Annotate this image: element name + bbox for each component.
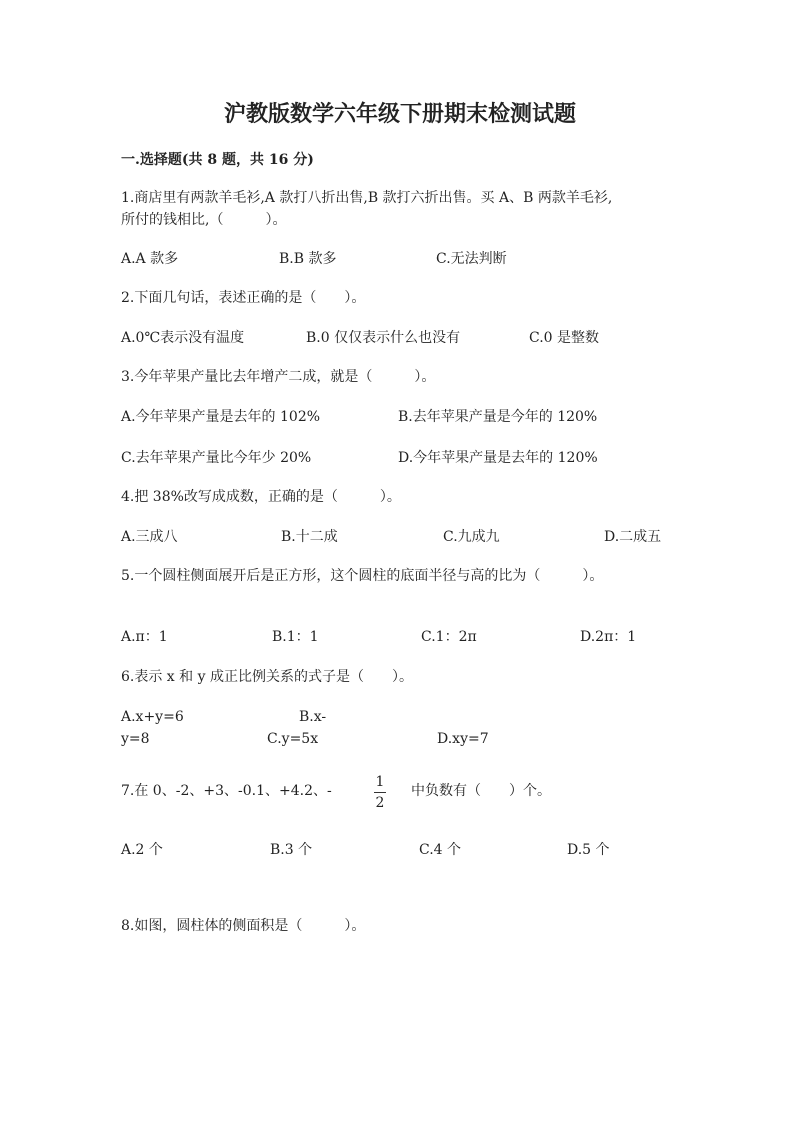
question-6-option-b-part-2: y=8 xyxy=(121,731,150,747)
question-6-stem: 6.表示 x 和 y 成正比例关系的式子是（ ）。 xyxy=(121,669,413,685)
question-2-option-b: B.0 仅仅表示什么也没有 xyxy=(306,330,461,346)
question-8-stem: 8.如图，圆柱体的侧面积是（ ）。 xyxy=(121,918,366,934)
question-4-option-d: D.二成五 xyxy=(604,529,662,545)
question-1-option-c: C.无法判断 xyxy=(436,251,507,267)
question-2-option-c: C.0 是整数 xyxy=(529,330,600,346)
question-5-option-a: A.π：1 xyxy=(121,629,168,645)
question-6-option-c: C.y=5x xyxy=(267,731,319,747)
question-1-stem-line-2: 所付的钱相比,（ ）。 xyxy=(121,212,287,228)
question-3-stem: 3.今年苹果产量比去年增产二成，就是（ ）。 xyxy=(121,369,436,385)
page-title: 沪教版数学六年级下册期末检测试题 xyxy=(223,101,576,127)
question-3-option-b: B.去年苹果产量是今年的 120% xyxy=(398,409,598,425)
question-6-option-a: A.x+y=6 xyxy=(121,709,184,725)
question-1-option-b: B.B 款多 xyxy=(279,251,337,267)
fraction-denominator: 2 xyxy=(375,795,385,811)
question-5-option-d: D.2π：1 xyxy=(580,629,637,645)
question-1-option-a: A.A 款多 xyxy=(121,251,179,267)
question-7-option-a: A.2 个 xyxy=(121,842,163,858)
fraction-bar xyxy=(374,792,386,793)
question-4-option-b: B.十二成 xyxy=(281,529,338,545)
question-3-option-a: A.今年苹果产量是去年的 102% xyxy=(121,409,321,425)
question-4-option-c: C.九成九 xyxy=(443,529,500,545)
question-6-option-d: D.xy=7 xyxy=(437,731,489,747)
question-4-stem: 4.把 38%改写成成数，正确的是（ ）。 xyxy=(121,489,401,505)
question-7-option-c: C.4 个 xyxy=(419,842,462,858)
question-7-stem-part-2: 中负数有（ ）个。 xyxy=(411,783,551,799)
question-5-option-c: C.1：2π xyxy=(421,629,477,645)
question-5-stem: 5.一个圆柱侧面展开后是正方形，这个圆柱的底面半径与高的比为（ ）。 xyxy=(121,568,604,584)
question-5-option-b: B.1：1 xyxy=(272,629,319,645)
question-3-option-c: C.去年苹果产量比今年少 20% xyxy=(121,450,312,466)
question-7-stem-part-1: 7.在 0、-2、+3、-0.1、+4.2、- xyxy=(121,783,332,799)
question-2-stem: 2.下面几句话，表述正确的是（ ）。 xyxy=(121,290,366,306)
question-7-option-b: B.3 个 xyxy=(270,842,313,858)
question-2-option-a: A.0℃表示没有温度 xyxy=(121,330,245,346)
question-3-option-d: D.今年苹果产量是去年的 120% xyxy=(398,450,598,466)
question-1-stem-line-1: 1.商店里有两款羊毛衫,A 款打八折出售,B 款打六折出售。买 A、B 两款羊毛衫, xyxy=(121,190,613,206)
fraction-one-half xyxy=(374,774,386,811)
question-4-option-a: A.三成八 xyxy=(121,529,178,545)
question-6-option-b-part-1: B.x- xyxy=(299,709,327,725)
section-heading: 一.选择题(共 8 题，共 16 分) xyxy=(121,152,314,168)
fraction-numerator: 1 xyxy=(375,774,385,790)
question-7-option-d: D.5 个 xyxy=(567,842,610,858)
